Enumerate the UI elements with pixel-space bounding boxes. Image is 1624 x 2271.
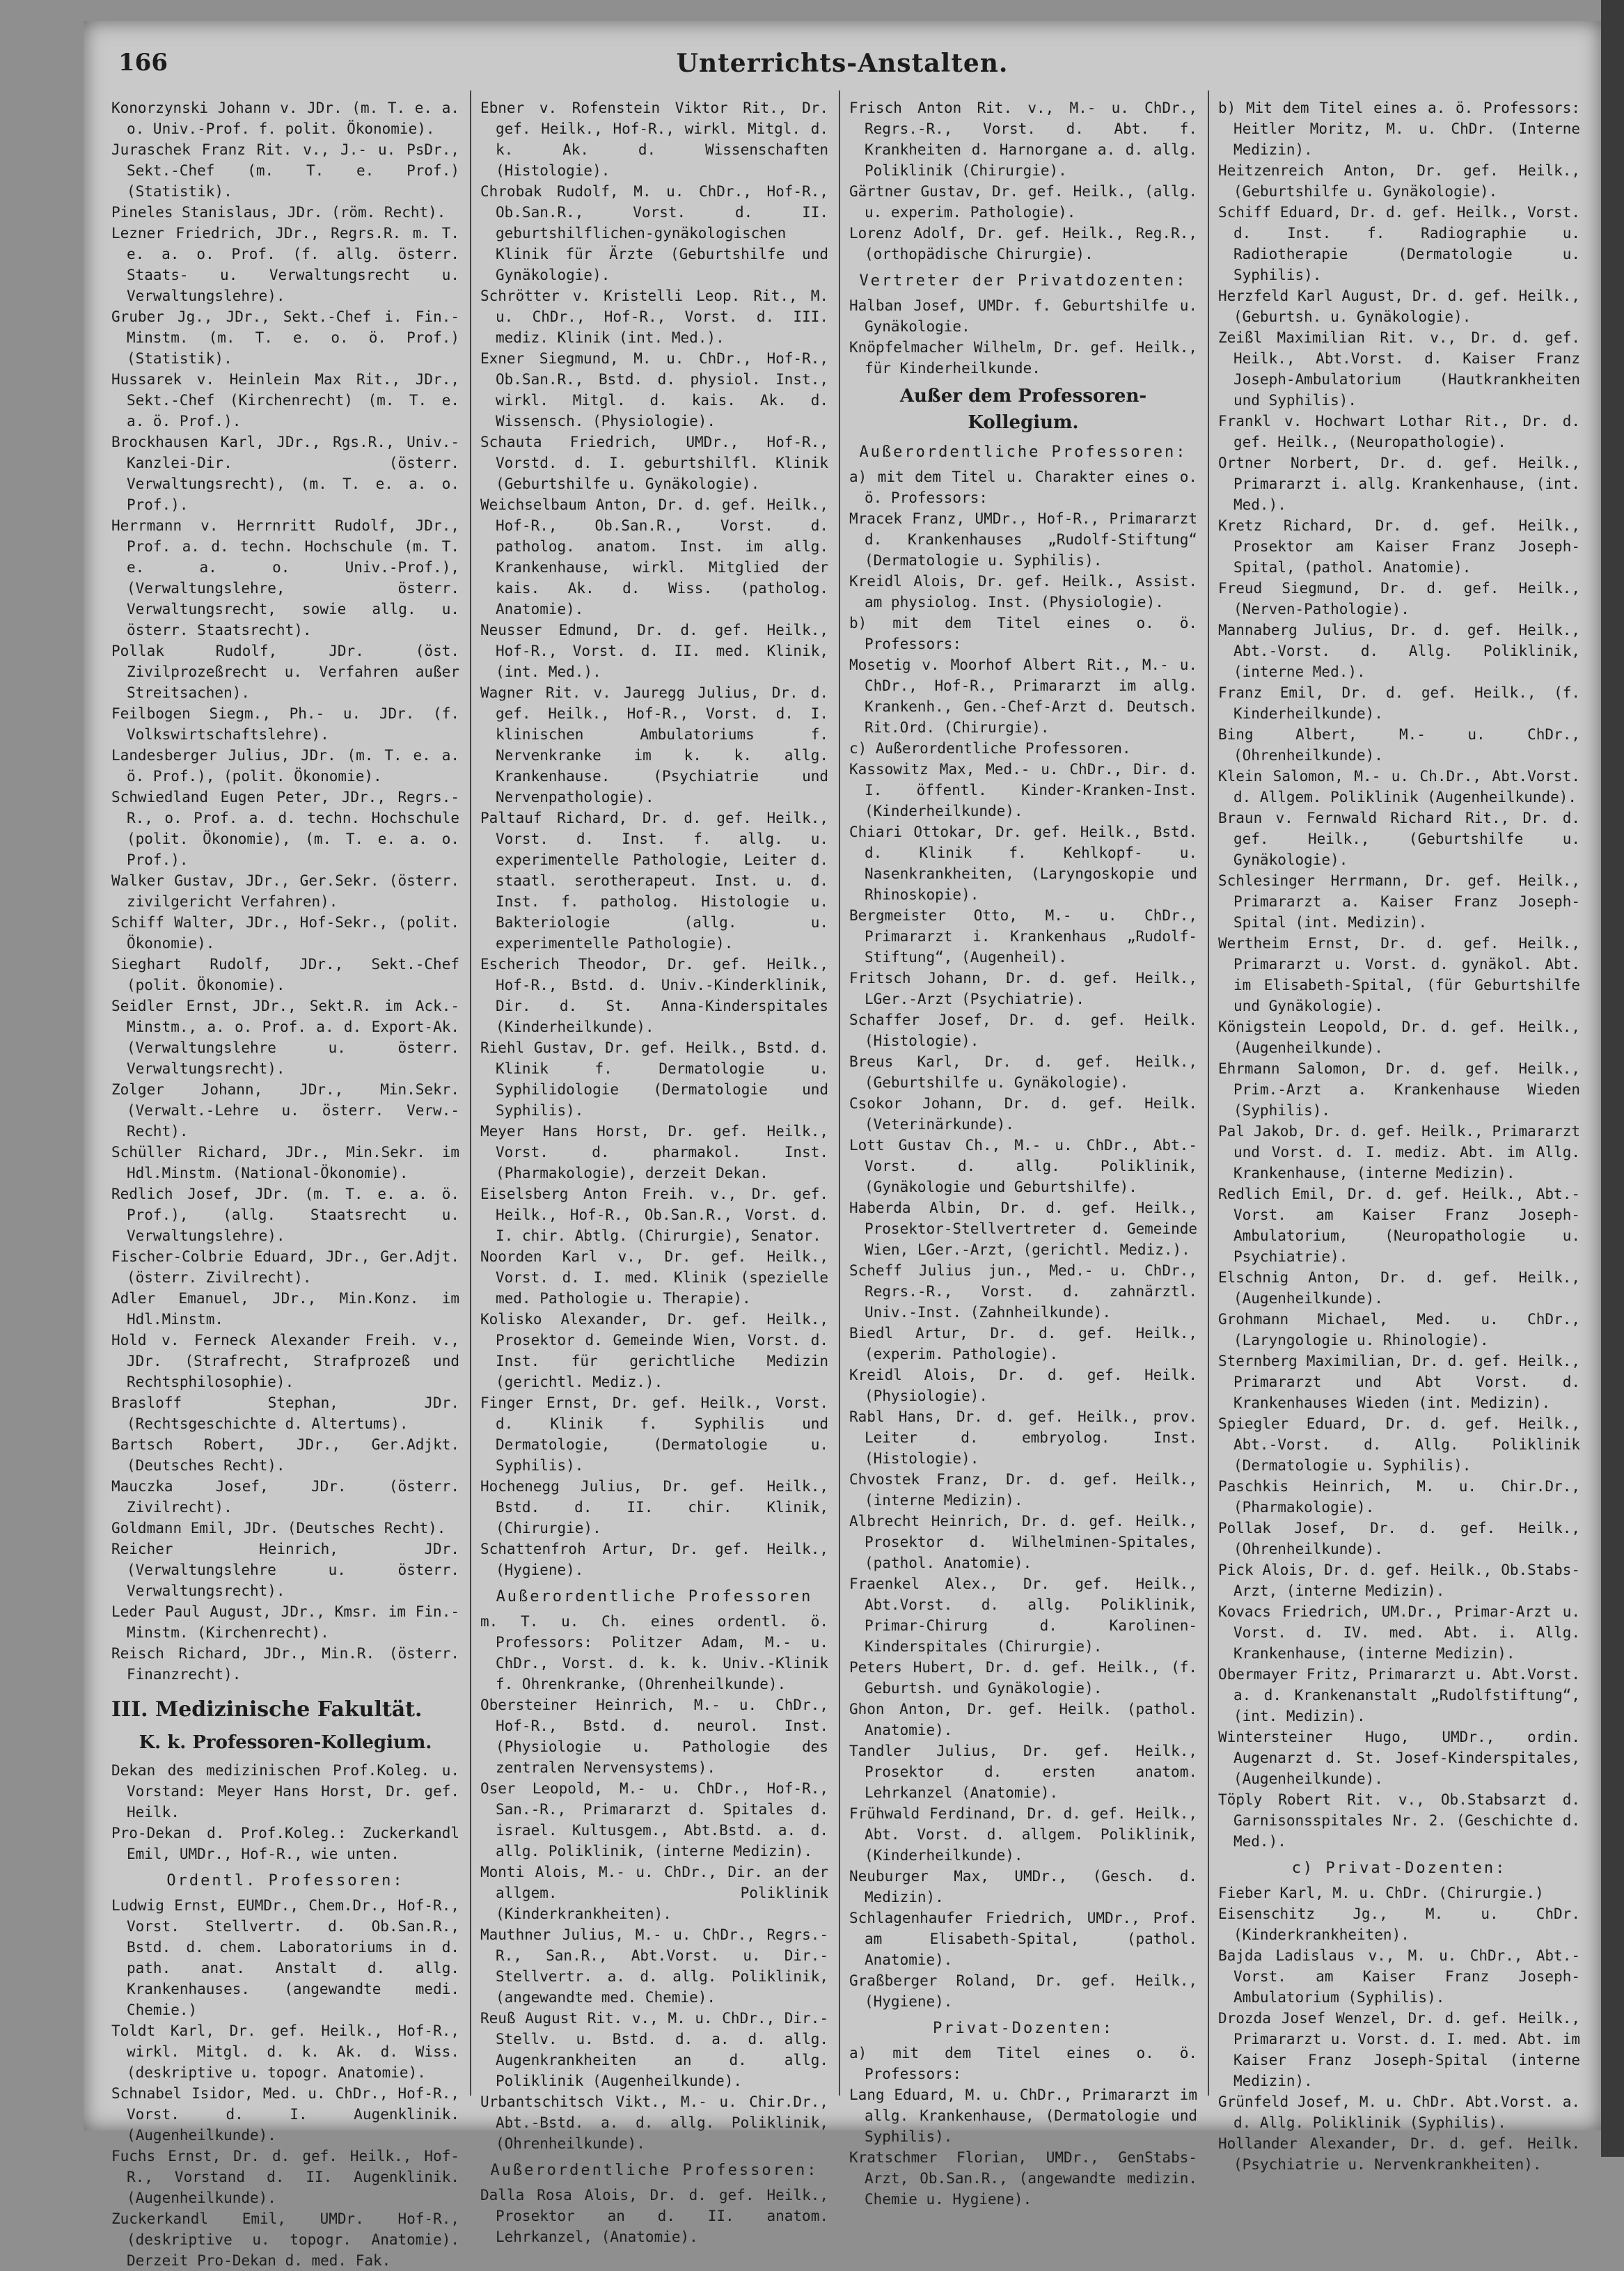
directory-entry: Obersteiner Heinrich, M.- u. ChDr., Hof-R., Bstd. d. neurol. Inst. (Physiologie u. Pathologie des zentralen Nervensystems). — [480, 1697, 828, 1776]
directory-entry: Riehl Gustav, Dr. gef. Heilk., Bstd. d. Klinik f. Dermatologie u. Syphilidologie (Dermatologie und Syphilis). — [480, 1039, 828, 1119]
directory-entry: Obermayer Fritz, Primararzt u. Abt.Vorst. a. d. Krankenanstalt „Rudolfstiftung“, (int. Medizin). — [1218, 1666, 1580, 1724]
directory-entry: Graßberger Roland, Dr. gef. Heilk., (Hygiene). — [849, 1972, 1197, 2010]
section-subtitle: K. k. Professoren-Kollegium. — [139, 1732, 432, 1753]
directory-entry: Finger Ernst, Dr. gef. Heilk., Vorst. d. Klinik f. Syphilis und Dermatologie, (Dermatologie u. Syphilis). — [480, 1394, 828, 1474]
directory-entry: Lang Eduard, M. u. ChDr., Primararzt im allg. Krankenhause, (Dermatologie und Syphilis). — [849, 2087, 1197, 2145]
directory-entry: Rabl Hans, Dr. d. gef. Heilk., prov. Leiter d. embryolog. Inst. (Histologie). — [849, 1408, 1197, 1467]
directory-entry: Schattenfroh Artur, Dr. gef. Heilk., (Hygiene). — [480, 1541, 828, 1578]
directory-entry: Pick Alois, Dr. d. gef. Heilk., Ob.Stabs-Arzt, (interne Medizin). — [1218, 1562, 1580, 1599]
directory-entry: Lott Gustav Ch., M.- u. ChDr., Abt.-Vorst. d. allg. Poliklinik, (Gynäkologie und Geburtshilfe). — [849, 1137, 1197, 1195]
directory-entry: Schnabel Isidor, Med. u. ChDr., Hof-R., Vorst. d. I. Augenklinik. (Augenheilkunde). — [111, 2085, 459, 2144]
text-column-3 — [849, 97, 1197, 2208]
directory-entry: Brasloff Stephan, JDr. (Rechtsgeschichte d. Altertums). — [111, 1394, 459, 1432]
directory-entry: Chiari Ottokar, Dr. gef. Heilk., Bstd. d. Klinik f. Kehlkopf- u. Nasenkrankheiten, (Laryngoskopie und Rhinoskopie). — [849, 824, 1197, 903]
directory-entry: Haberda Albin, Dr. d. gef. Heilk., Prosektor-Stellvertreter d. Gemeinde Wien, LGer.-Arzt, (gerichtl. Mediz.). — [849, 1200, 1197, 1258]
directory-entry: Juraschek Franz Rit. v., J.- u. PsDr., Sekt.-Chef (m. T. e. Prof.) (Statistik). — [111, 141, 459, 200]
directory-entry: Weichselbaum Anton, Dr. d. gef. Heilk., Hof-R., Ob.San.R., Vorst. d. patholog. anatom. Inst. im allg. Krankenhause, wirkl. Mitglied der kais. Ak. d. Wiss. (patholog. Anatomie). — [480, 496, 828, 618]
directory-entry: Frühwald Ferdinand, Dr. d. gef. Heilk., Abt. Vorst. d. allgem. Poliklinik, (Kinderheilkunde). — [849, 1805, 1197, 1864]
text-column-1 — [111, 97, 459, 2269]
directory-entry: Kovacs Friedrich, UM.Dr., Primar-Arzt u. Vorst. d. IV. med. Abt. i. Allg. Krankenhause, (interne Medizin). — [1218, 1603, 1580, 1662]
directory-entry: Halban Josef, UMDr. f. Geburtshilfe u. Gynäkologie. — [849, 297, 1197, 335]
directory-entry: Eiselsberg Anton Freih. v., Dr. gef. Heilk., Hof-R., Ob.San.R., Vorst. d. I. chir. Abtlg. (Chirurgie), Senator. — [480, 1186, 828, 1244]
directory-entry: Bartsch Robert, JDr., Ger.Adjkt. (Deutsches Recht). — [111, 1436, 459, 1474]
directory-entry: Kreidl Alois, Dr. d. gef. Heilk. (Physiologie). — [849, 1367, 1197, 1404]
directory-entry: Exner Siegmund, M. u. ChDr., Hof-R., Ob.San.R., Bstd. d. physiol. Inst., wirkl. Mitgl. d. kais. Ak. d. Wissensch. (Physiologie). — [480, 350, 828, 430]
directory-entry: Schüller Richard, JDr., Min.Sekr. im Hdl.Minstm. (National-Ökonomie). — [111, 1144, 459, 1181]
directory-entry: Kassowitz Max, Med.- u. ChDr., Dir. d. I. öffentl. Kinder-Kranken-Inst. (Kinderheilkunde). — [849, 761, 1197, 819]
directory-entry: Ebner v. Rofenstein Viktor Rit., Dr. gef. Heilk., Hof-R., wirkl. Mitgl. d. k. Ak. d. Wissenschaften (Histologie). — [480, 100, 828, 179]
directory-entry: Bajda Ladislaus v., M. u. ChDr., Abt.-Vorst. am Kaiser Franz Joseph-Ambulatorium (Syphilis). — [1218, 1947, 1580, 2006]
directory-entry: b) mit dem Titel eines o. ö. Professors: — [849, 615, 1197, 652]
directory-entry: Schlagenhaufer Friedrich, UMDr., Prof. am Elisabeth-Spital, (pathol. Anatomie). — [849, 1910, 1197, 1968]
directory-entry: Gruber Jg., JDr., Sekt.-Chef i. Fin.-Minstm. (m. T. e. o. ö. Prof.) (Statistik). — [111, 308, 459, 367]
directory-entry: Grohmann Michael, Med. u. ChDr., (Laryngologie u. Rhinologie). — [1218, 1311, 1580, 1349]
directory-entry: Herzfeld Karl August, Dr. d. gef. Heilk., (Geburtsh. u. Gynäkologie). — [1218, 288, 1580, 325]
directory-entry: Zolger Johann, JDr., Min.Sekr. (Verwalt.-Lehre u. österr. Verw.-Recht). — [111, 1081, 459, 1140]
subsection-heading: Außerordentliche Professoren: — [490, 2162, 819, 2179]
directory-entry: Konorzynski Johann v. JDr. (m. T. e. a. o. Univ.-Prof. f. polit. Ökonomie). — [111, 100, 459, 137]
directory-entry: Wagner Rit. v. Jauregg Julius, Dr. d. gef. Heilk., Hof-R., Vorst. d. I. klinischen Ambulatoriums f. Nervenkranke im k. k. allg. Krankenhause. (Psychiatrie und Nervenpathologie). — [480, 684, 828, 806]
section-subtitle: Außer dem Professoren-Kollegium. — [899, 386, 1147, 433]
directory-entry: Braun v. Fernwald Richard Rit., Dr. d. gef. Heilk., (Geburtshilfe u. Gynäkologie). — [1218, 810, 1580, 868]
directory-entry: Herrmann v. Herrnritt Rudolf, JDr., Prof. a. d. techn. Hochschule (m. T. e. a. o. Univ.-Prof.), (Verwaltungslehre, österr. Verwaltungsrecht, sowie allg. u. österr. Staatsrecht). — [111, 517, 459, 638]
directory-entry: Pal Jakob, Dr. d. gef. Heilk., Primararzt und Vorst. d. I. mediz. Abt. im Allg. Krankenhause, (interne Medizin). — [1218, 1123, 1580, 1181]
directory-entry: Eisenschitz Jg., M. u. ChDr. (Kinderkrankheiten). — [1218, 1905, 1580, 1943]
directory-entry: Kratschmer Florian, UMDr., GenStabs-Arzt, Ob.San.R., (angewandte medizin. Chemie u. Hygiene). — [849, 2149, 1197, 2208]
directory-entry: Klein Salomon, M.- u. Ch.Dr., Abt.Vorst. d. Allgem. Poliklinik (Augenheilkunde). — [1218, 768, 1580, 806]
page-edge — [1601, 0, 1624, 2157]
directory-entry: m. T. u. Ch. eines ordentl. ö. Professors: Politzer Adam, M.- u. ChDr., Vorst. d. k. k. Univ.-Klinik f. Ohrenkranke, (Ohrenheilkunde). — [480, 1613, 828, 1692]
directory-entry: Paltauf Richard, Dr. d. gef. Heilk., Vorst. d. Inst. f. allg. u. experimentelle Pathologie, Leiter d. staatl. serotherapeut. Inst. u. d. Inst. f. patholog. Histologie u. Bakteriologie (allg. u. experimentelle Pathologie). — [480, 810, 828, 952]
directory-entry: a) mit dem Titel eines o. ö. Professors: — [849, 2045, 1197, 2082]
directory-entry: Chrobak Rudolf, M. u. ChDr., Hof-R., Ob.San.R., Vorst. d. II. geburtshilflichen-gynäkologischen Klinik für Ärzte (Geburtshilfe und Gynäkologie). — [480, 183, 828, 283]
directory-entry: Leder Paul August, JDr., Kmsr. im Fin.-Minstm. (Kirchenrecht). — [111, 1603, 459, 1641]
directory-entry: Drozda Josef Wenzel, Dr. d. gef. Heilk., Primararzt u. Vorst. d. I. med. Abt. im Kaiser Franz Joseph-Spital (interne Medizin). — [1218, 2010, 1580, 2089]
directory-entry: Wertheim Ernst, Dr. d. gef. Heilk., Primararzt u. Vorst. d. gynäkol. Abt. im Elisabeth-Spital, (für Geburtshilfe und Gynäkologie). — [1218, 935, 1580, 1014]
directory-entry: Reuß August Rit. v., M. u. ChDr., Dir.-Stellv. u. Bstd. d. a. d. allg. Augenkrankheiten an d. allg. Poliklinik (Augenheilkunde). — [480, 2010, 828, 2089]
directory-entry: Spiegler Eduard, Dr. d. gef. Heilk., Abt.-Vorst. d. Allg. Poliklinik (Dermatologie u. Syphilis). — [1218, 1415, 1580, 1474]
directory-entry: Mauthner Julius, M.- u. ChDr., Regrs.-R., San.R., Abt.Vorst. u. Dir.-Stellvertr. a. d. allg. Poliklinik, (angewandte med. Chemie). — [480, 1926, 828, 2006]
directory-entry: Tandler Julius, Dr. gef. Heilk., Prosektor d. ersten anatom. Lehrkanzel (Anatomie). — [849, 1743, 1197, 1801]
directory-entry: Csokor Johann, Dr. d. gef. Heilk. (Veterinärkunde). — [849, 1095, 1197, 1133]
directory-entry: Oser Leopold, M.- u. ChDr., Hof-R., San.-R., Primararzt d. Spitales d. israel. Kultusgem., Abt.Bstd. a. d. allg. Poliklinik, (interne Medizin). — [480, 1780, 828, 1860]
directory-entry: Goldmann Emil, JDr. (Deutsches Recht). — [111, 1520, 446, 1537]
directory-entry: Toldt Karl, Dr. gef. Heilk., Hof-R., wirkl. Mitgl. d. k. Ak. d. Wiss. (deskriptive u. topogr. Anatomie). — [111, 2022, 459, 2081]
directory-entry: Brockhausen Karl, JDr., Rgs.R., Univ.-Kanzlei-Dir. (österr. Verwaltungsrecht), (m. T. e. a. o. Prof.). — [111, 434, 459, 513]
subsection-heading: Ordentl. Professoren: — [166, 1872, 404, 1889]
directory-entry: Schiff Walter, JDr., Hof-Sekr., (polit. Ökonomie). — [111, 914, 459, 952]
subsection-heading: c) Privat-Dozenten: — [1291, 1860, 1507, 1877]
scanned-page — [84, 21, 1601, 2269]
directory-entry: Seidler Ernst, JDr., Sekt.R. im Ack.-Minstm., a. o. Prof. a. d. Export-Ak. (Verwaltungslehre u. österr. Verwaltungsrecht). — [111, 998, 459, 1077]
column-divider — [1208, 91, 1209, 2096]
directory-entry: Neusser Edmund, Dr. d. gef. Heilk., Hof-R., Vorst. d. II. med. Klinik, (int. Med.). — [480, 622, 828, 680]
directory-entry: Mosetig v. Moorhof Albert Rit., M.- u. ChDr., Hof-R., Primararzt im allg. Krankenh., Gen.-Chef-Arzt d. Deutsch. Rit.Ord. (Chirurgie). — [849, 657, 1197, 736]
directory-entry: a) mit dem Titel u. Charakter eines o. ö. Professors: — [849, 469, 1197, 506]
directory-entry: Ortner Norbert, Dr. d. gef. Heilk., Primararzt i. allg. Krankenhause, (int. Med.). — [1218, 455, 1580, 513]
directory-entry: Ludwig Ernst, EUMDr., Chem.Dr., Hof-R., Vorst. Stellvertr. d. Ob.San.R., Bstd. d. chem. Laboratoriums in d. path. anat. Anstalt d. allg. Krankenhauses. (angewandte medi. Chemie.) — [111, 1897, 459, 2018]
directory-entry: Frankl v. Hochwart Lothar Rit., Dr. d. gef. Heilk., (Neuropathologie). — [1218, 413, 1580, 450]
directory-entry: Schrötter v. Kristelli Leop. Rit., M. u. ChDr., Hof-R., Vorst. d. III. mediz. Klinik (int. Med.). — [480, 288, 828, 346]
directory-entry: Kreidl Alois, Dr. gef. Heilk., Assist. am physiolog. Inst. (Physiologie). — [849, 573, 1197, 611]
directory-entry: Sternberg Maximilian, Dr. d. gef. Heilk., Primararzt und Abt Vorst. d. Krankenhauses Wieden (int. Medizin). — [1218, 1353, 1580, 1411]
directory-entry: Grünfeld Josef, M. u. ChDr. Abt.Vorst. a. d. Allg. Poliklinik (Syphilis). — [1218, 2093, 1580, 2131]
directory-entry: Kolisko Alexander, Dr. gef. Heilk., Prosektor d. Gemeinde Wien, Vorst. d. Inst. für gerichtliche Medizin (gerichtl. Mediz.). — [480, 1311, 828, 1390]
directory-entry: Ghon Anton, Dr. gef. Heilk. (pathol. Anatomie). — [849, 1701, 1197, 1738]
directory-entry: Lorenz Adolf, Dr. gef. Heilk., Reg.R., (orthopädische Chirurgie). — [849, 225, 1197, 262]
directory-entry: Redlich Josef, JDr. (m. T. e. a. ö. Prof.), (allg. Staatsrecht u. Verwaltungslehre). — [111, 1186, 459, 1244]
directory-entry: Escherich Theodor, Dr. gef. Heilk., Hof-R., Bstd. d. Univ.-Kinderklinik, Dir. d. St. Anna-Kinderspitales (Kinderheilkunde). — [480, 956, 828, 1035]
directory-entry: Dekan des medizinischen Prof.Koleg. u. Vorstand: Meyer Hans Horst, Dr. gef. Heilk. — [111, 1762, 459, 1821]
subsection-heading: Vertreter der Privatdozenten: — [859, 272, 1188, 290]
running-head: Unterrichts-Anstalten. — [676, 49, 1009, 78]
directory-entry: Bing Albert, M.- u. ChDr., (Ohrenheilkunde). — [1218, 726, 1580, 764]
directory-entry: Breus Karl, Dr. d. gef. Heilk., (Geburtshilfe u. Gynäkologie). — [849, 1053, 1197, 1091]
directory-entry: Schiff Eduard, Dr. d. gef. Heilk., Vorst. d. Inst. f. Radiographie u. Radiotherapie (Dermatologie u. Syphilis). — [1218, 204, 1580, 283]
directory-entry: Bergmeister Otto, M.- u. ChDr., Primararzt i. Krankenhaus „Rudolf-Stiftung“, (Augenheil). — [849, 907, 1197, 966]
directory-entry: Redlich Emil, Dr. d. gef. Heilk., Abt.-Vorst. am Kaiser Franz Joseph-Ambulatorium, (Neuropathologie u. Psychiatrie). — [1218, 1186, 1580, 1265]
directory-entry: Scheff Julius jun., Med.- u. ChDr., Regrs.-R., Vorst. d. zahnärztl. Univ.-Inst. (Zahnheilkunde). — [849, 1262, 1197, 1321]
directory-entry: Schwiedland Eugen Peter, JDr., Regrs.-R., o. Prof. a. d. techn. Hochschule (polit. Ökonomie), (m. T. e. a. o. Prof.). — [111, 789, 459, 868]
directory-entry: Pineles Stanislaus, JDr. (röm. Recht). — [111, 204, 446, 221]
directory-entry: Gärtner Gustav, Dr. gef. Heilk., (allg. u. experim. Pathologie). — [849, 183, 1197, 221]
directory-entry: c) Außerordentliche Professoren. — [849, 740, 1131, 757]
directory-entry: Mannaberg Julius, Dr. d. gef. Heilk., Abt.-Vorst. d. Allg. Poliklinik, (interne Med.). — [1218, 622, 1580, 680]
directory-entry: Noorden Karl v., Dr. gef. Heilk., Vorst. d. I. med. Klinik (spezielle med. Pathologie u. Therapie). — [480, 1248, 828, 1307]
directory-entry: Meyer Hans Horst, Dr. gef. Heilk., Vorst. d. pharmakol. Inst. (Pharmakologie), derzeit Dekan. — [480, 1123, 828, 1181]
subsection-heading: Außerordentliche Professoren: — [859, 443, 1188, 461]
directory-entry: Freud Siegmund, Dr. d. gef. Heilk., (Nerven-Pathologie). — [1218, 580, 1580, 618]
text-column-2 — [480, 97, 828, 2245]
directory-entry: Albrecht Heinrich, Dr. d. gef. Heilk., Prosektor d. Wilhelminen-Spitales, (pathol. Anatomie). — [849, 1513, 1197, 1571]
directory-entry: Chvostek Franz, Dr. d. gef. Heilk., (interne Medizin). — [849, 1471, 1197, 1509]
page-number: 166 — [118, 49, 168, 77]
directory-entry: Monti Alois, M.- u. ChDr., Dir. an der allgem. Poliklinik (Kinderkrankheiten). — [480, 1864, 828, 1922]
directory-entry: Sieghart Rudolf, JDr., Sekt.-Chef (polit. Ökonomie). — [111, 956, 459, 993]
directory-entry: Zuckerkandl Emil, UMDr. Hof-R., (deskriptive u. topogr. Anatomie). Derzeit Pro-Dekan d. med. Fak. — [111, 2210, 459, 2269]
directory-entry: Hollander Alexander, Dr. d. gef. Heilk. (Psychiatrie u. Nervenkrankheiten). — [1218, 2135, 1580, 2173]
directory-entry: Knöpfelmacher Wilhelm, Dr. gef. Heilk., für Kinderheilkunde. — [849, 339, 1197, 377]
directory-entry: Pro-Dekan d. Prof.Koleg.: Zuckerkandl Emil, UMDr., Hof-R., wie unten. — [111, 1825, 459, 1862]
subsection-heading: Außerordentliche Professoren — [496, 1588, 813, 1605]
directory-entry: Biedl Artur, Dr. d. gef. Heilk., (experim. Pathologie). — [849, 1325, 1197, 1362]
directory-entry: Feilbogen Siegm., Ph.- u. JDr. (f. Volkswirtschaftslehre). — [111, 705, 459, 743]
faculty-section-title: III. Medizinische Fakultät. — [111, 1697, 423, 1722]
directory-entry: Schaffer Josef, Dr. d. gef. Heilk. (Histologie). — [849, 1012, 1197, 1049]
directory-entry: Töply Robert Rit. v., Ob.Stabsarzt d. Garnisonsspitales Nr. 2. (Geschichte d. Med.). — [1218, 1791, 1580, 1850]
directory-entry: Reisch Richard, JDr., Min.R. (österr. Finanzrecht). — [111, 1645, 459, 1683]
directory-entry: Schlesinger Herrmann, Dr. gef. Heilk., Primararzt a. Kaiser Franz Joseph-Spital (int. Medizin). — [1218, 872, 1580, 931]
directory-entry: Reicher Heinrich, JDr. (Verwaltungslehre u. österr. Verwaltungsrecht). — [111, 1541, 459, 1599]
directory-entry: Heitzenreich Anton, Dr. gef. Heilk., (Geburtshilfe u. Gynäkologie). — [1218, 162, 1580, 200]
directory-entry: Frisch Anton Rit. v., M.- u. ChDr., Regrs.-R., Vorst. d. Abt. f. Krankheiten d. Harnorgane a. d. allg. Poliklinik (Chirurgie). — [849, 100, 1197, 179]
text-column-4 — [1218, 97, 1580, 2173]
directory-entry: Fuchs Ernst, Dr. d. gef. Heilk., Hof-R., Vorstand d. II. Augenklinik. (Augenheilkunde). — [111, 2148, 459, 2206]
directory-entry: Kretz Richard, Dr. d. gef. Heilk., Prosektor am Kaiser Franz Joseph-Spital, (pathol. Anatomie). — [1218, 517, 1580, 576]
column-divider — [470, 91, 471, 2096]
directory-entry: Paschkis Heinrich, M. u. Chir.Dr., (Pharmakologie). — [1218, 1478, 1580, 1516]
directory-entry: Fraenkel Alex., Dr. gef. Heilk., Abt.Vorst. d. allg. Poliklinik, Primar-Chirurg d. Karolinen-Kinderspitales (Chirurgie). — [849, 1575, 1197, 1655]
directory-entry: Mauczka Josef, JDr. (österr. Zivilrecht). — [111, 1478, 459, 1516]
directory-entry: Mracek Franz, UMDr., Hof-R., Primararzt d. Krankenhauses „Rudolf-Stiftung“ (Dermatologie u. Syphilis). — [849, 510, 1197, 569]
directory-entry: Zeißl Maximilian Rit. v., Dr. d. gef. Heilk., Abt.Vorst. d. Kaiser Franz Joseph-Ambulatorium (Hautkrankheiten und Syphilis). — [1218, 329, 1580, 409]
directory-entry: Walker Gustav, JDr., Ger.Sekr. (österr. zivilgericht Verfahren). — [111, 872, 459, 910]
directory-entry: Ehrmann Salomon, Dr. d. gef. Heilk., Prim.-Arzt a. Krankenhause Wieden (Syphilis). — [1218, 1060, 1580, 1119]
directory-entry: Urbantschitsch Vikt., M.- u. Chir.Dr., Abt.-Bstd. a. d. allg. Poliklinik, (Ohrenheilkunde). — [480, 2093, 828, 2152]
directory-entry: Franz Emil, Dr. d. gef. Heilk., (f. Kinderheilkunde). — [1218, 684, 1580, 722]
directory-entry: Peters Hubert, Dr. d. gef. Heilk., (f. Geburtsh. und Gynäkologie). — [849, 1659, 1197, 1697]
directory-entry: Hochenegg Julius, Dr. gef. Heilk., Bstd. d. II. chir. Klinik, (Chirurgie). — [480, 1478, 828, 1537]
directory-entry: Adler Emanuel, JDr., Min.Konz. im Hdl.Minstm. — [111, 1290, 459, 1328]
directory-entry: Pollak Rudolf, JDr. (öst. Zivilprozeßrecht u. Verfahren außer Streitsachen). — [111, 643, 459, 701]
directory-entry: Königstein Leopold, Dr. d. gef. Heilk., (Augenheilkunde). — [1218, 1019, 1580, 1056]
column-divider — [839, 91, 840, 2096]
directory-entry: Hussarek v. Heinlein Max Rit., JDr., Sekt.-Chef (Kirchenrecht) (m. T. e. a. ö. Prof.). — [111, 371, 459, 430]
directory-entry: Hold v. Ferneck Alexander Freih. v., JDr. (Strafrecht, Strafprozeß und Rechtsphilosophie). — [111, 1332, 459, 1390]
directory-entry: b) Mit dem Titel eines a. ö. Professors: Heitler Moritz, M. u. ChDr. (Interne Medizin). — [1218, 100, 1580, 158]
directory-entry: Elschnig Anton, Dr. d. gef. Heilk., (Augenheilkunde). — [1218, 1269, 1580, 1307]
directory-entry: Pollak Josef, Dr. d. gef. Heilk., (Ohrenheilkunde). — [1218, 1520, 1580, 1557]
subsection-heading: Privat-Dozenten: — [933, 2020, 1114, 2037]
directory-entry: Schauta Friedrich, UMDr., Hof-R., Vorstd. d. I. geburtshilfl. Klinik (Geburtshilfe u. Gynäkologie). — [480, 434, 828, 492]
directory-entry: Wintersteiner Hugo, UMDr., ordin. Augenarzt d. St. Josef-Kinderspitales, (Augenheilkunde). — [1218, 1729, 1580, 1787]
directory-entry: Fieber Karl, M. u. ChDr. (Chirurgie.) — [1218, 1885, 1544, 1901]
directory-entry: Fischer-Colbrie Eduard, JDr., Ger.Adjt. (österr. Zivilrecht). — [111, 1248, 459, 1286]
directory-entry: Lezner Friedrich, JDr., Regrs.R. m. T. e. a. o. Prof. (f. allg. österr. Staats- u. Verwaltungsrecht u. Verwaltungslehre). — [111, 225, 459, 304]
directory-entry: Landesberger Julius, JDr. (m. T. e. a. ö. Prof.), (polit. Ökonomie). — [111, 747, 459, 785]
directory-entry: Dalla Rosa Alois, Dr. d. gef. Heilk., Prosektor an d. II. anatom. Lehrkanzel, (Anatomie). — [480, 2187, 828, 2245]
directory-entry: Neuburger Max, UMDr., (Gesch. d. Medizin). — [849, 1868, 1197, 1905]
directory-entry: Fritsch Johann, Dr. d. gef. Heilk., LGer.-Arzt (Psychiatrie). — [849, 970, 1197, 1007]
